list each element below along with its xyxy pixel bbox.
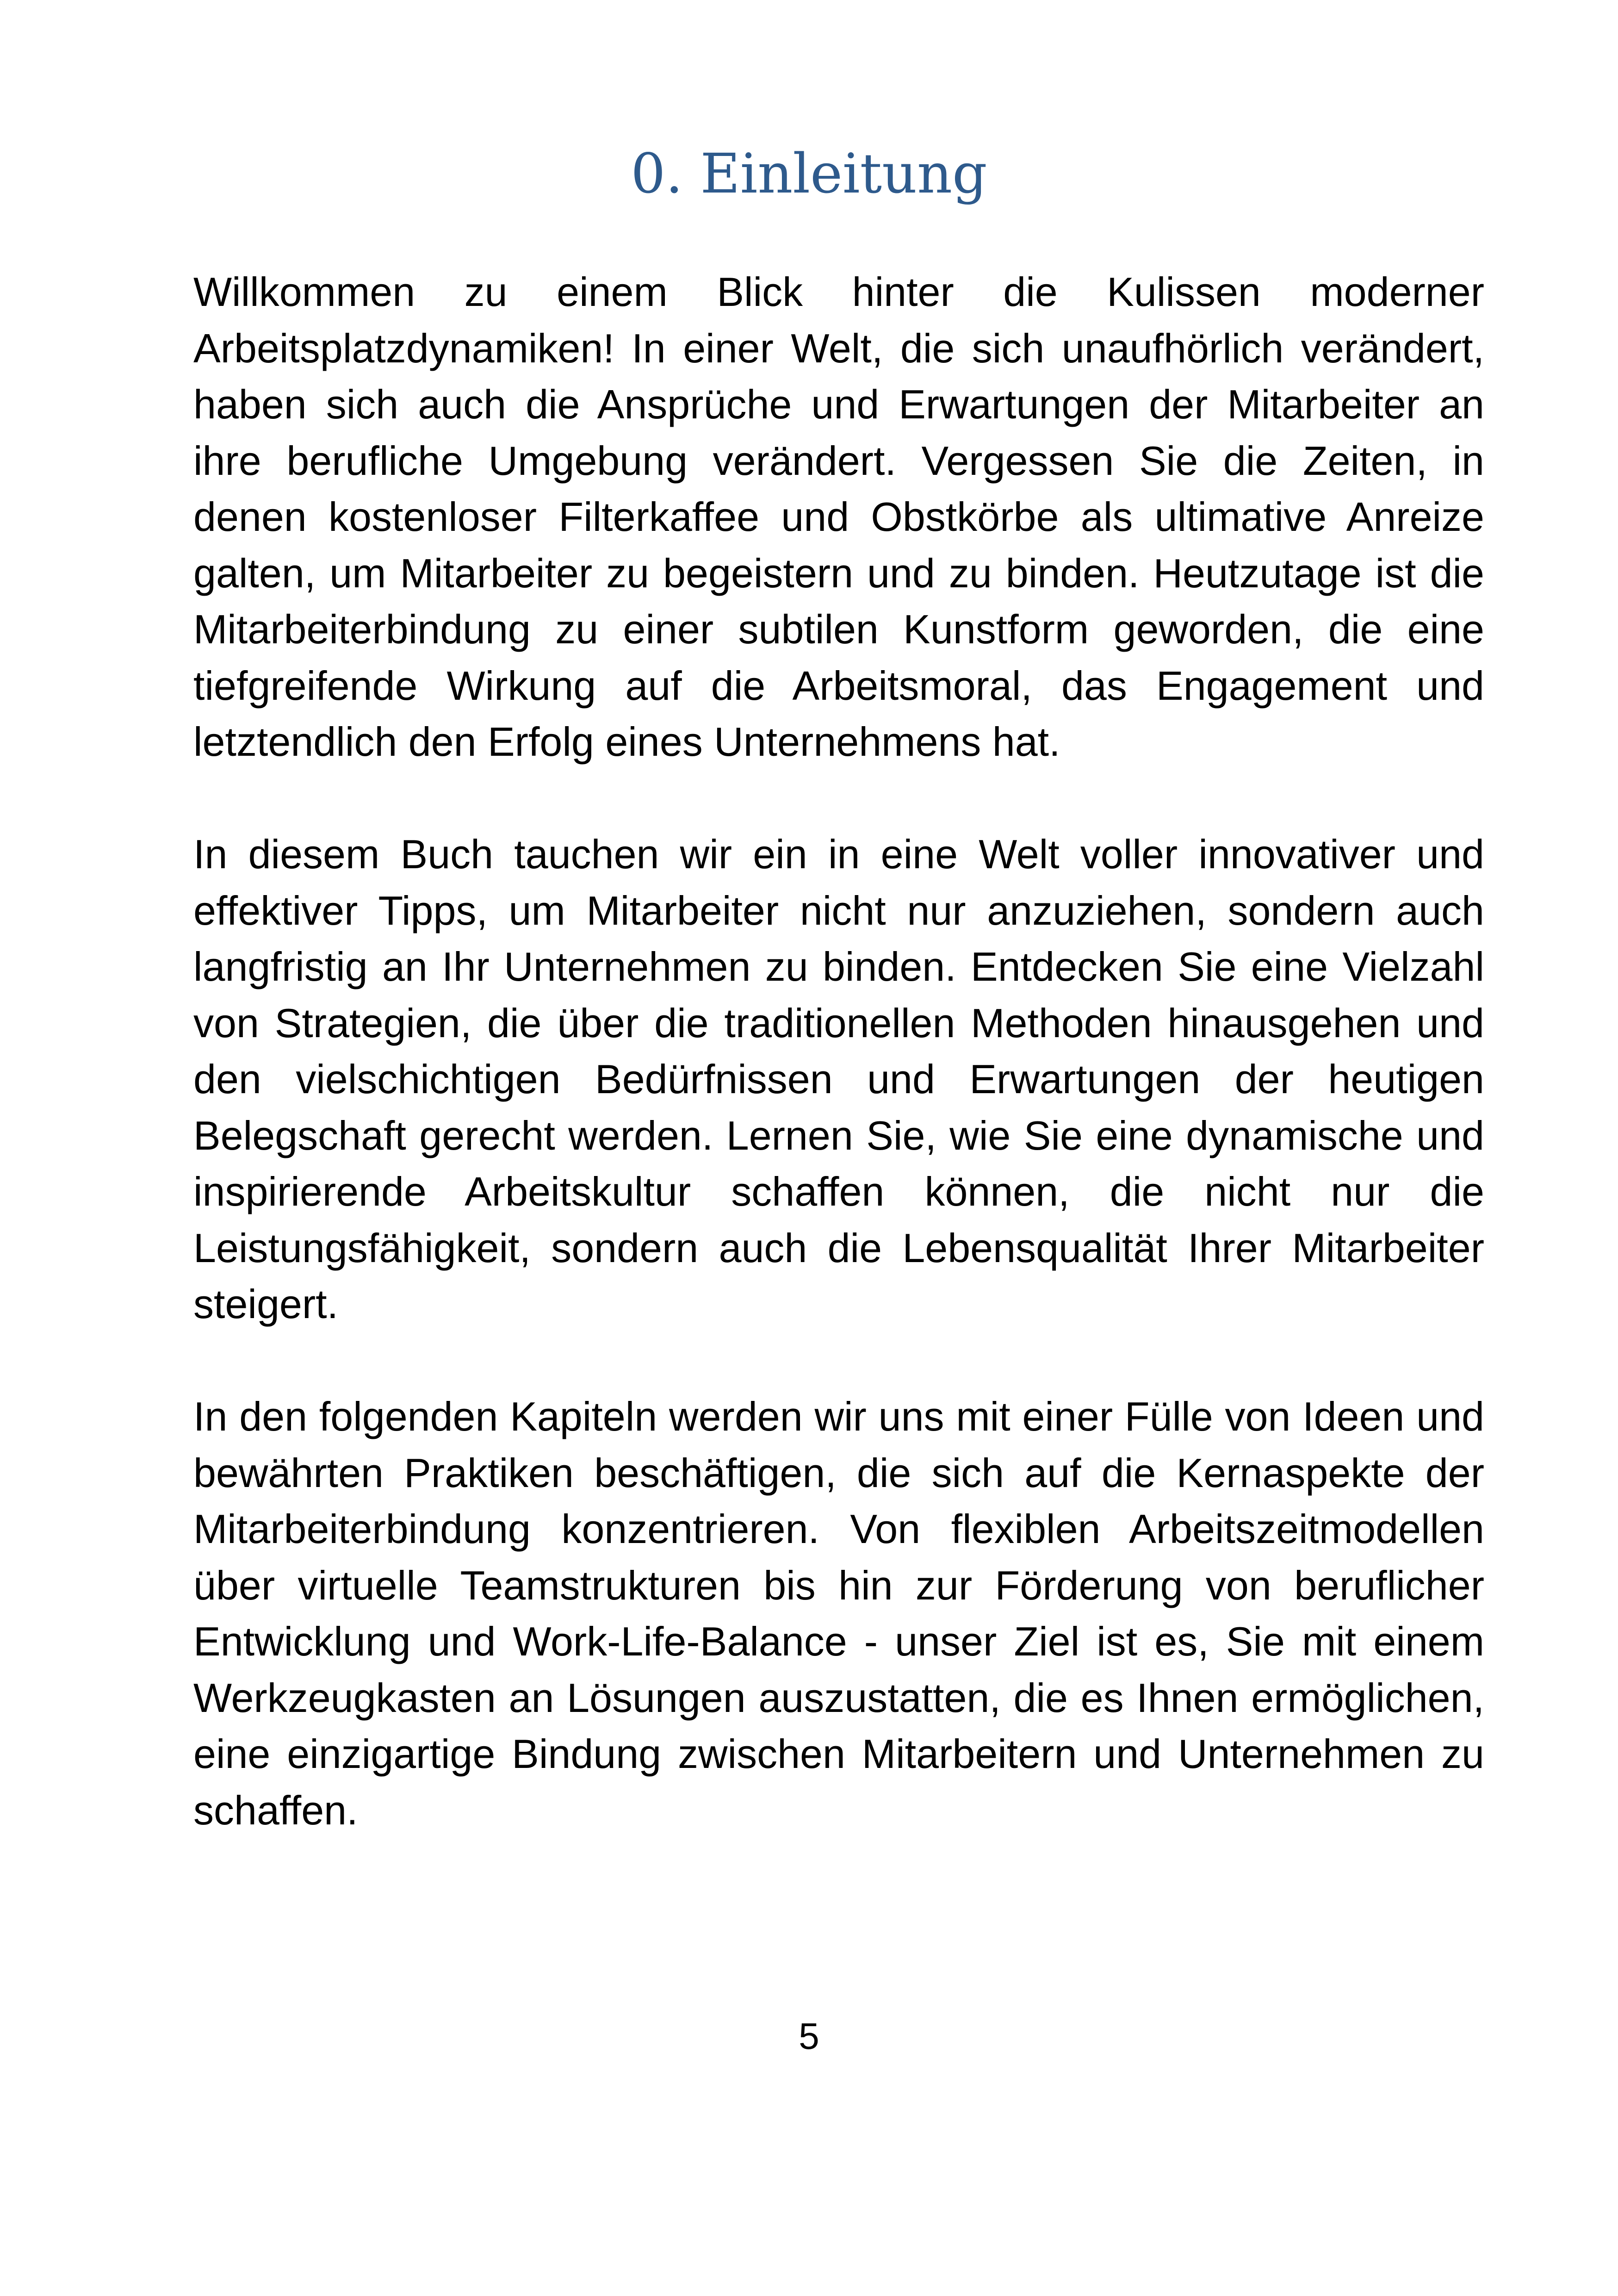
paragraph-1: Willkommen zu einem Blick hinter die Kulissen moderner Arbeitsplatzdynamiken! In einer Welt, die sich unaufhörlich verändert, haben sich auch die Ansprüche und Erwartungen der Mitarbeiter an ihre berufliche Umgebung verändert. Vergessen Sie die Zeiten, in denen kostenloser Filterkaffee und Obstkörbe als ultimative Anreize galten, um Mitarbeiter zu begeistern und zu binden. Heutzutage ist die Mitarbeiterbindung zu einer subtilen Kunstform geworden, die eine tiefgreifende Wirkung auf die Arbeitsmoral, das Engagement und letztendlich den Erfolg eines Unternehmens hat.: [193, 269, 1484, 765]
chapter-heading: 0. Einleitung: [631, 142, 987, 205]
paragraph-2: In diesem Buch tauchen wir ein in eine Welt voller innovativer und effektiver Tipps, um Mitarbeiter nicht nur anzuziehen, sondern auch langfristig an Ihr Unternehmen zu binden. Entdecken Sie eine Vielzahl von Strategien, die über die traditionellen Methoden hinausgehen und den vielschichtigen Bedürfnissen und Erwartungen der heutigen Belegschaft gerecht werden. Lernen Sie, wie Sie eine dynamische und inspirierende Arbeitskultur schaffen können, die nicht nur die Leistungsfähigkeit, sondern auch die Lebensqualität Ihrer Mitarbeiter steigert.: [193, 831, 1484, 1327]
paragraph-3: In den folgenden Kapiteln werden wir uns mit einer Fülle von Ideen und bewährten Praktiken beschäftigen, die sich auf die Kernaspekte der Mitarbeiterbindung konzentrieren. Von flexiblen Arbeitszeitmodellen über virtuelle Teamstrukturen bis hin zur Förderung von beruflicher Entwicklung und Work-Life-Balance - unser Ziel ist es, Sie mit einem Werkzeugkasten an Lösungen auszustatten, die es Ihnen ermöglichen, eine einzigartige Bindung zwischen Mitarbeitern und Unternehmen zu schaffen.: [193, 1394, 1484, 1833]
body-text: [193, 264, 1484, 1838]
page-number: 5: [799, 2016, 819, 2057]
